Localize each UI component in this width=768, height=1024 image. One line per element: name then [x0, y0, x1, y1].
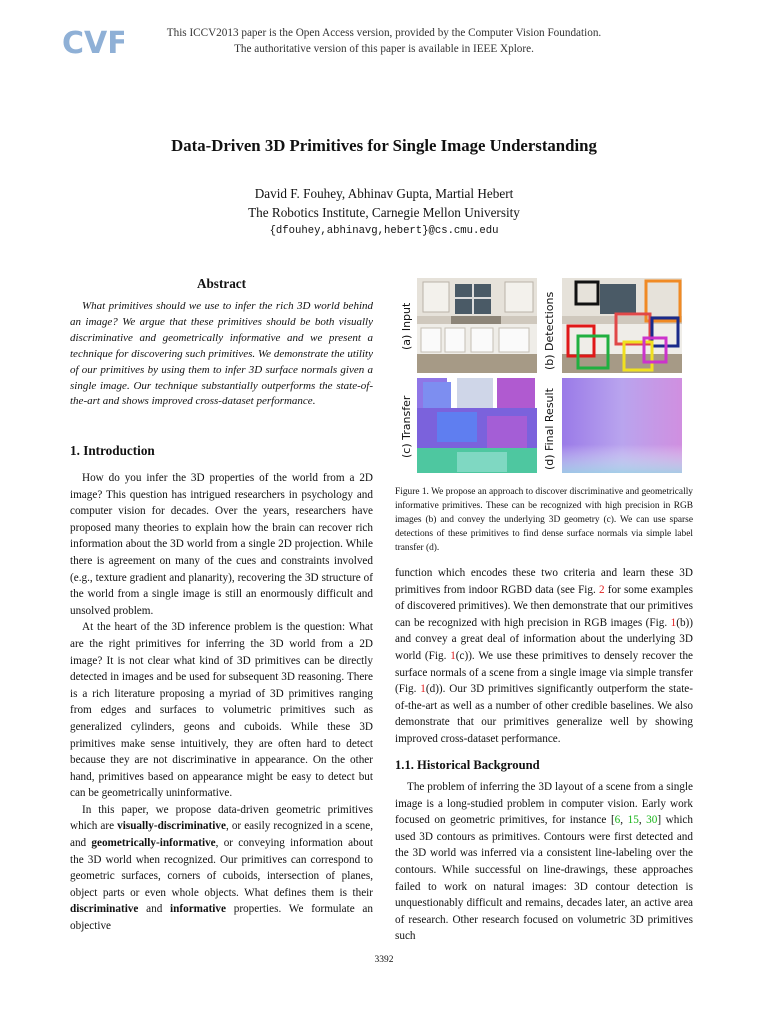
figure-label-transfer: (c) Transfer [400, 395, 413, 458]
historical-paragraph: The problem of inferring the 3D layout of a scene from a single image is a long-studied problem in computer vision. Early work focused on geometric primitives, for instance [6, 15, 30] which used 3D contours as primitives. Contours were first detected and the 3D world was inferred via a consistent line-labeling over the contours. While successful on line-drawings, these approaches failed to work on natural images: 3D contour detection is unquestionably difficult and remains, decades later, an active area of research. Other research focused on volumetric 3D primitives such [395, 781, 693, 943]
figure-label-input: (a) Input [400, 302, 413, 350]
bold-term-geometrically-informative: geometrically-informative [91, 837, 216, 850]
paper-title: Data-Driven 3D Primitives for Single Image Understanding [171, 136, 597, 155]
intro-paragraph-1: How do you infer the 3D properties of the world from a 2D image? This question has intrigued researchers in psychology and computer vision for decades. Over the years, researchers have proposed many theories to explain how the brain can recover rich information about the 3D world from a single 2D projection. While there is agreement on many of the cues and constraints involved (e.g., texture gradient and planarity), recovering the 3D structure of the world from a single image is still an enormously difficult and unsolved problem. [70, 472, 373, 617]
introduction-body [70, 470, 373, 935]
author-emails: {dfouhey,abhinavg,hebert}@cs.cmu.edu [269, 225, 499, 237]
figure-ref-link[interactable]: 1 [670, 616, 677, 629]
right-paragraph: function which encodes these two criteria and learn these 3D primitives from indoor RGBD data (see Fig. 2 for some examples of discovered primitives). We then demonstrate that our primitives can be recognized with high precision in RGB images (Fig. 1(b)) and convey a great deal of information about the underlying 3D world (Fig. 1(c)). We use these primitives to densely recover the surface normals of a scene from a single image via simple transfer (Fig. 1(d)). Our 3D primitives significantly outperform the state-of-the-art as well as a number of other credible baselines. We also demonstrate that our primitives generalize well by showing improved cross-dataset performance. [395, 567, 694, 745]
intro-paragraph-2: At the heart of the 3D inference problem is the question: What are the right primitives for inferring the 3D world from a 2D image? It is not clear what kind of 3D primitives can be directly detected in images and be used for subsequent 3D reasoning. There is a rich literature proposing a myriad of 3D primitives ranging from edges and surfaces to volumetric primitives such as generalized cylinders, geons and cuboids. While these 3D primitives make sense intuitively, they are often hard to detect because they are not discriminative in appearance. On the other hand, primitives based on appearance might be easy to detect but can be geometrically uninformative. [70, 621, 373, 800]
figure-panel-detections [562, 278, 682, 373]
header-notice-line1: This ICCV2013 paper is the Open Access version, provided by the Computer Vision Foundation. [166, 27, 602, 39]
cvf-logo-text: CVF [62, 26, 124, 61]
historical-background-body [395, 779, 693, 945]
citation-link[interactable]: 30 [646, 814, 658, 827]
figure-ref-link[interactable]: 2 [598, 583, 605, 596]
authors: David F. Fouhey, Abhinav Gupta, Martial Hebert [254, 186, 514, 201]
citation-link[interactable]: 6 [614, 814, 621, 827]
intro-paragraph-3: In this paper, we propose data-driven geometric primitives which are visually-discriminative, or easily recognized in a scene, and geometrically-informative, or conveying information about the 3D world when recognized. Our primitives can correspond to geometric surfaces, corners of cuboids, intersection of planes, object parts or even whole objects. What defines them is their discriminative and informative properties. We formulate an objective [70, 803, 373, 933]
figure-panel-input-image [417, 278, 537, 373]
figure-ref-link[interactable]: 1 [450, 649, 456, 662]
figure-panel-final-result [562, 378, 682, 473]
figure-label-final-result: (d) Final Result [543, 388, 556, 470]
abstract-heading: Abstract [196, 276, 247, 291]
citation-link[interactable]: 15 [627, 814, 639, 827]
figure-1-caption: Figure 1. We propose an approach to discover discriminative and geometrically informative primitives. These can be recognized with high precision in RGB images (b) and convey the underlying 3D geometry (c). We can use sparse detections of these primitives to find dense surface normals via simple label transfer (d). [395, 487, 693, 553]
bold-term-discriminative: discriminative [70, 903, 139, 916]
figure-label-detections: (b) Detections [543, 291, 556, 370]
introduction-heading: 1. Introduction [70, 443, 155, 458]
affiliation: The Robotics Institute, Carnegie Mellon University [248, 205, 520, 220]
figure-panel-transfer [417, 378, 537, 473]
abstract-text-block [70, 299, 373, 410]
bold-term-informative: informative [170, 903, 226, 916]
header-notice-line2: The authoritative version of this paper is available in IEEE Xplore. [234, 43, 534, 55]
abstract-text: What primitives should we use to infer the rich 3D world behind an image? We argue that these primitives should be both visually discriminative and geometrically informative and we present a technique for discovering such primitives. We demonstrate the utility of our primitives by using them to infer 3D surface normals given a single image. Our technique substantially outperforms the state-of-the-art and shows improved cross-dataset performance. [70, 300, 373, 408]
historical-background-heading: 1.1. Historical Background [395, 758, 540, 772]
page-number: 3392 [374, 955, 394, 965]
right-column-body [395, 565, 693, 748]
figure-1 [395, 278, 695, 478]
figure-ref-link[interactable]: 1 [420, 683, 426, 696]
bold-term-visually-discriminative: visually-discriminative [117, 820, 226, 833]
